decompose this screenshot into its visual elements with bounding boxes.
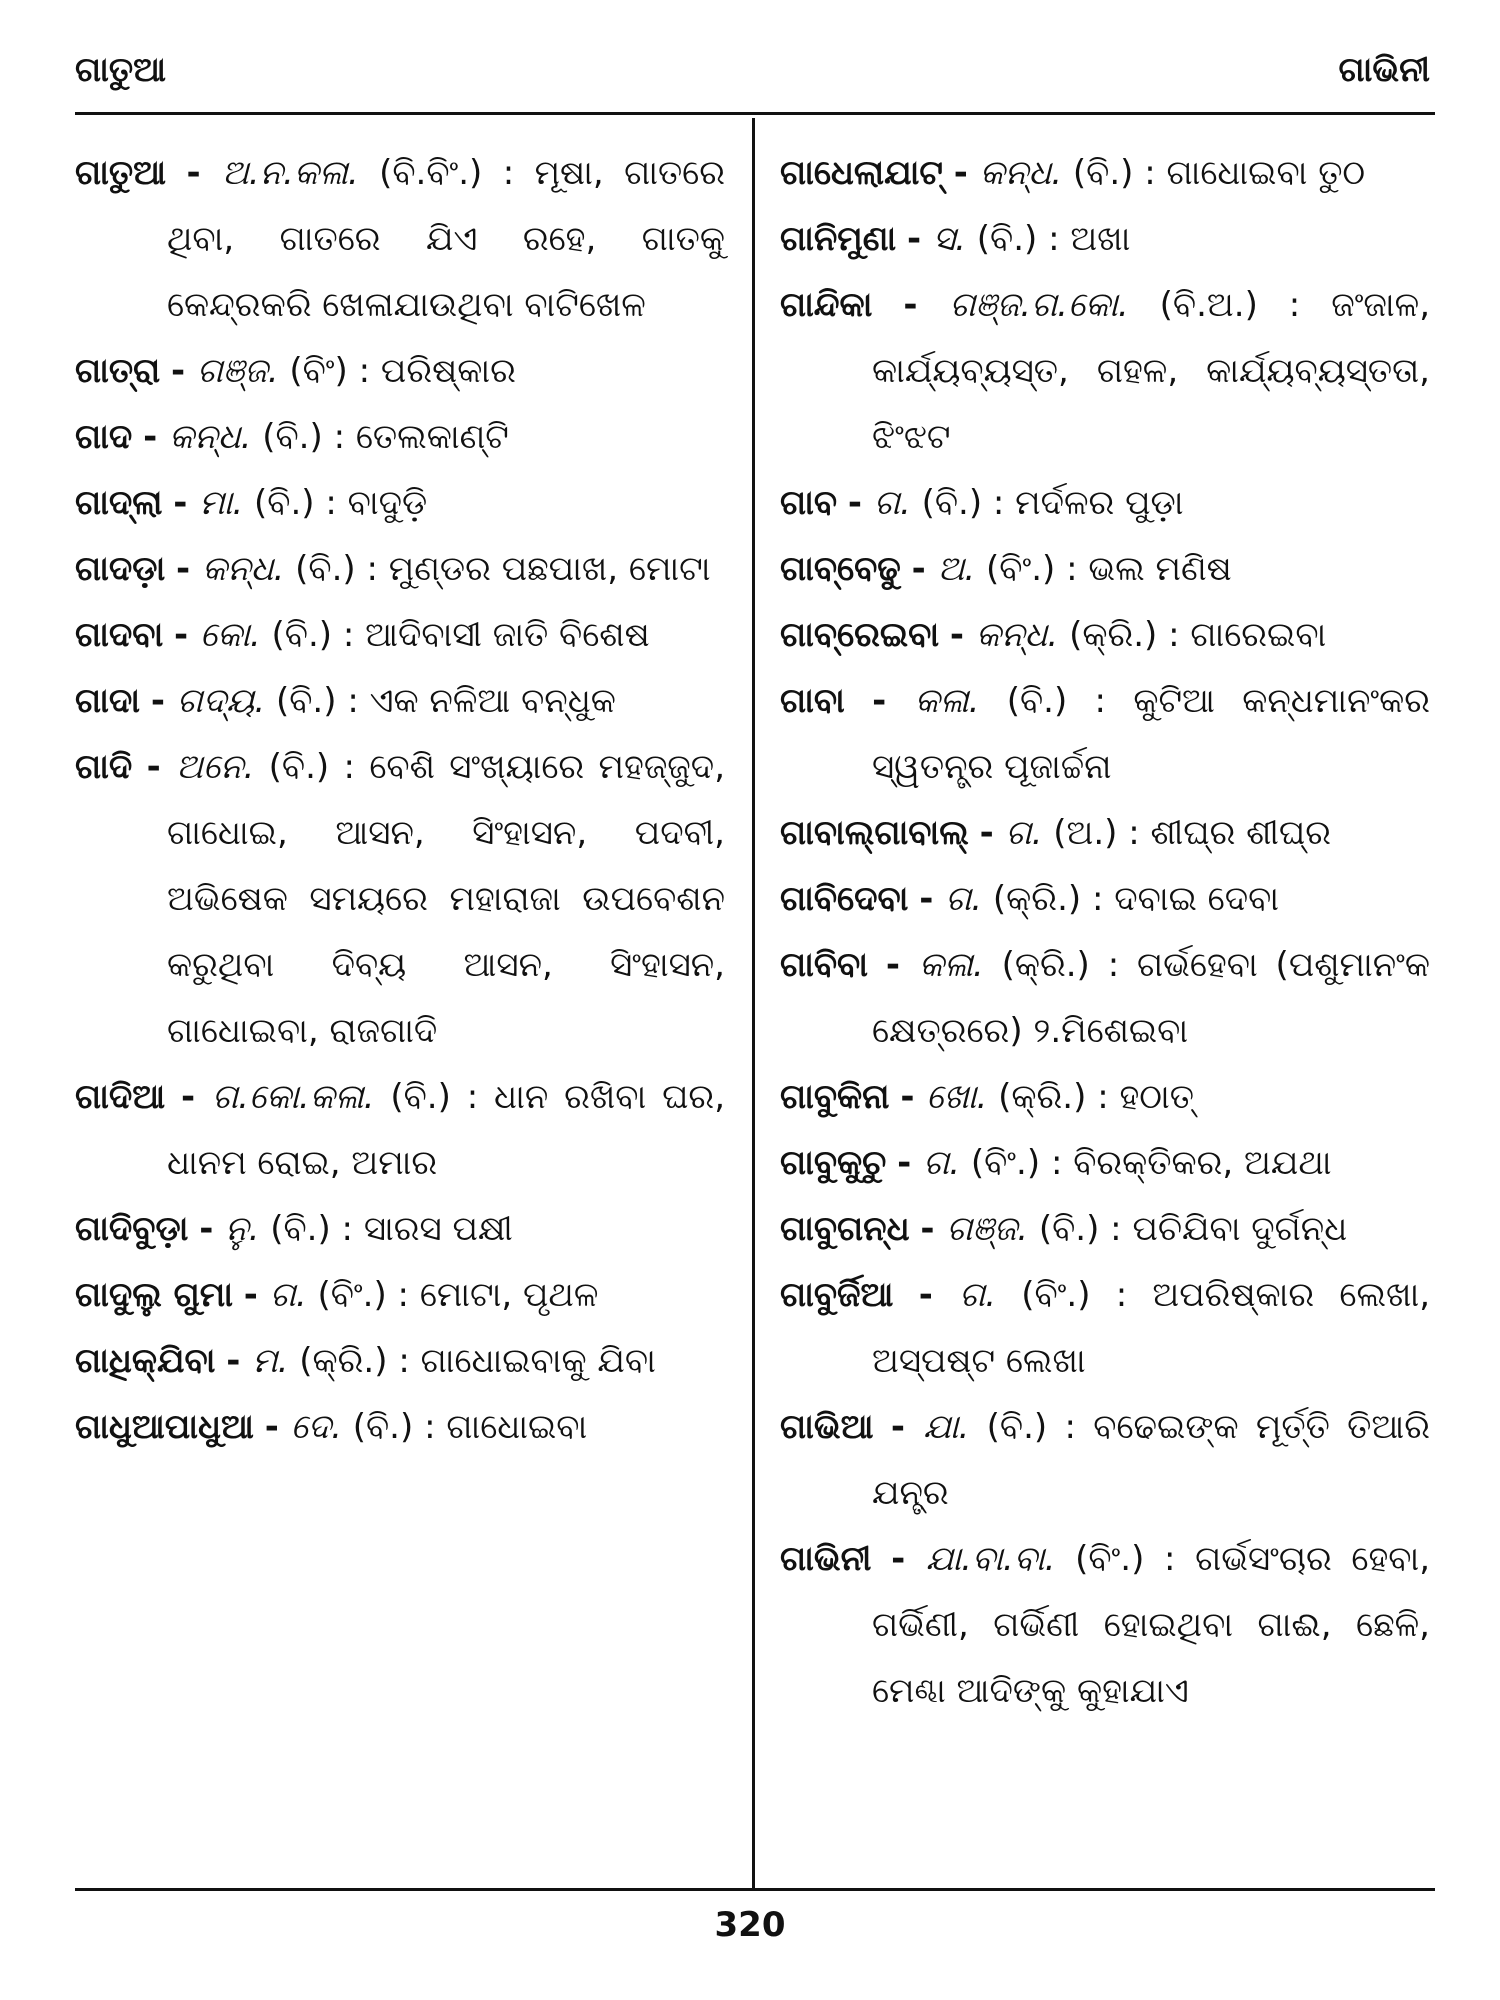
- source-abbreviation: କନ୍ଧ.: [975, 615, 1059, 655]
- definition: ପଚିଯିବା ଦୁର୍ଗନ୍ଧ: [1132, 1209, 1348, 1249]
- source-abbreviation: ଗଞ୍ଜ.: [196, 351, 279, 391]
- grammar-label: (ବିଂ.): [317, 1275, 387, 1315]
- definition: ଗାଧୋଇବାକୁ ଯିବା: [420, 1341, 656, 1381]
- definition: ଧାନ ରଖିବା ଘର, ଧାନମ ରୋଇ, ଅମାର: [167, 1077, 726, 1183]
- entry-dash: -: [226, 1341, 253, 1381]
- headword: ଗାବ୍‌ରେଇବା: [780, 615, 940, 655]
- entry-dash: -: [891, 1539, 926, 1579]
- dictionary-entry: [780, 800, 1430, 866]
- entry-dash: -: [174, 615, 200, 655]
- grammar-label: (ବି.): [1006, 681, 1068, 721]
- grammar-label: (ବି.): [275, 681, 337, 721]
- entry-dash: -: [949, 615, 976, 655]
- headword: ଗାବିଦେବା: [780, 879, 909, 919]
- entry-dash: -: [176, 549, 202, 589]
- source-abbreviation: ଗଞ୍ଜ.: [946, 1209, 1029, 1249]
- footer-rule: [75, 1888, 1435, 1891]
- source-abbreviation: ଅନେ.: [176, 747, 255, 787]
- grammar-label: (ବି.): [352, 1407, 414, 1447]
- grammar-label: (ବି.): [270, 1209, 331, 1249]
- source-abbreviation: ଗ.: [269, 1275, 307, 1315]
- definition: ବାଦୁଡ଼ି: [347, 483, 428, 523]
- definition: ଅପରିଷ୍କାର ଲେଖା, ଅସ୍ପଷ୍ଟ ଲେଖା: [872, 1275, 1431, 1381]
- dictionary-entry: [780, 1394, 1430, 1526]
- source-abbreviation: କନ୍ଧ.: [169, 417, 252, 457]
- dictionary-entry: [780, 1526, 1430, 1724]
- entry-dash: -: [143, 417, 170, 457]
- headword: ଗାଦବା: [75, 615, 164, 655]
- headword: ଗାଦିଆ: [75, 1077, 166, 1117]
- dictionary-entry: [75, 668, 725, 734]
- dictionary-entry: [75, 404, 725, 470]
- dictionary-entry: [780, 668, 1430, 800]
- grammar-label: (ବି.): [1072, 153, 1134, 193]
- definition: ଅଖା: [1070, 219, 1131, 259]
- header-rule: [75, 112, 1435, 115]
- dictionary-entry: [780, 272, 1430, 470]
- source-abbreviation: ଦେ.: [290, 1407, 342, 1447]
- grammar-label: (ବି.): [986, 1407, 1048, 1447]
- grammar-label: (ବି.ଅ.): [1159, 285, 1258, 325]
- headword: ଗାଭିନୀ: [780, 1539, 872, 1579]
- headword: ଗାବୁକିନା: [780, 1077, 890, 1117]
- dictionary-entry: [75, 338, 725, 404]
- headword: ଗାନିମୁଣା: [780, 219, 897, 259]
- headword: ଗାଦା: [75, 681, 141, 721]
- definition: ମୋଟା, ପୃଥଳ: [419, 1275, 599, 1315]
- dictionary-entry: [780, 536, 1430, 602]
- source-abbreviation: ଗଦ୍ୟ.: [176, 681, 266, 721]
- definition: କୁଟିଆ କନ୍ଧମାନଂକର ସ୍ୱତନ୍ତ୍ର ପୂଜାର୍ଚ୍ଚନା: [872, 681, 1431, 787]
- definition-colon: :: [343, 747, 370, 787]
- definition: ଜଂଜାଳ, କାର୍ଯ୍ୟବ୍ୟସ୍ତ, ଗହଳ, କାର୍ଯ୍ୟବ୍ୟସ୍ତତା, ଝିଂଝଟ: [872, 285, 1431, 457]
- definition: ବେଶି ସଂଖ୍ୟାରେ ମହଜ୍ଜୁଦ, ଗାଧୋଇ, ଆସନ, ସିଂହାସନ, ପଦବୀ, ଅଭିଷେକ ସମୟରେ ମହାରାଜା ଉପବେଶନ କରୁଥିବା ଦିବ୍ୟ ଆସନ, ସିଂହାସନ, ଗାଧୋଇବା, ରାଜଗାଦି: [167, 747, 726, 1051]
- source-abbreviation: ଗ.: [959, 1275, 996, 1315]
- headword: ଗାଦ୍‌ଲା: [75, 483, 163, 523]
- page-number: 320: [714, 1905, 786, 1945]
- definition-colon: :: [358, 351, 381, 391]
- dictionary-entry: [75, 1394, 725, 1460]
- headword: ଗାଦୁଲୁ ଗୁମା: [75, 1275, 233, 1315]
- source-abbreviation: ଅ.: [937, 549, 976, 589]
- definition-colon: :: [1288, 285, 1332, 325]
- dictionary-entry: [780, 470, 1430, 536]
- dictionary-entry: [75, 536, 725, 602]
- definition-colon: :: [1048, 219, 1071, 259]
- source-abbreviation: ଗ.: [873, 483, 911, 523]
- source-abbreviation: ଗ.: [945, 879, 983, 919]
- headword: ଗାଦି: [75, 747, 133, 787]
- definition-colon: :: [1097, 1077, 1120, 1117]
- source-abbreviation: ଗ.କୋ.କଳା.: [212, 1077, 375, 1117]
- entry-dash: -: [918, 1275, 960, 1315]
- grammar-label: (ବି.): [268, 747, 330, 787]
- definition-colon: :: [341, 1209, 364, 1249]
- entry-dash: -: [920, 1209, 947, 1249]
- definition-colon: :: [1107, 945, 1138, 985]
- grammar-label: (ବି.): [921, 483, 983, 523]
- definition: ସାରସ ପକ୍ଷୀ: [363, 1209, 513, 1249]
- definition: ଶୀଘ୍ର ଶୀଘ୍ର: [1150, 813, 1331, 853]
- definition-colon: :: [1050, 1143, 1074, 1183]
- entry-dash: -: [173, 483, 200, 523]
- source-abbreviation: ଯା.: [923, 1407, 970, 1447]
- headword: ଗାବାଲ୍‌ଗାବାଲ୍: [780, 813, 969, 853]
- entry-dash: -: [150, 681, 177, 721]
- entry-dash: -: [919, 879, 946, 919]
- headword: ଗାଦଡ଼ା: [75, 549, 166, 589]
- headword: ଗାଦ: [75, 417, 133, 457]
- entry-dash: -: [170, 351, 197, 391]
- definition-colon: :: [1144, 153, 1167, 193]
- definition: ଗାଧୋଇବା ତୁଠ: [1166, 153, 1366, 193]
- guide-word-right: ଗାଭିନୀ: [1338, 50, 1430, 90]
- definition-colon: :: [1066, 549, 1089, 589]
- definition-colon: :: [1110, 1209, 1133, 1249]
- entry-dash: -: [900, 1077, 927, 1117]
- dictionary-entry: [780, 932, 1430, 1064]
- definition: ଦବାଇ ଦେବା: [1114, 879, 1280, 919]
- entry-dash: -: [186, 153, 222, 193]
- dictionary-entry: [780, 602, 1430, 668]
- source-abbreviation: କନ୍ଧ.: [201, 549, 285, 589]
- definition-colon: :: [1115, 1275, 1153, 1315]
- definition-colon: :: [397, 1275, 420, 1315]
- dictionary-entry: [780, 1064, 1430, 1130]
- grammar-label: (ବି.): [271, 615, 333, 655]
- grammar-label: (ବିଂ.): [1021, 1275, 1091, 1315]
- definition-colon: :: [1168, 615, 1191, 655]
- definition-colon: :: [1164, 1539, 1196, 1579]
- definition-colon: :: [1064, 1407, 1094, 1447]
- definition: ଏକ ନଳିଆ ବନ୍ଧୁକ: [369, 681, 616, 721]
- headword: ଗାବିବା: [780, 945, 868, 985]
- headword: ଗାଧିକ୍‌ଯିବା: [75, 1341, 216, 1381]
- grammar-label: (କ୍ରି.): [299, 1341, 388, 1381]
- definition: ମୂଷା, ଗାତରେ ଥିବା, ଗାତରେ ଯିଏ ରହେ, ଗାତକୁ କେନ୍ଦ୍ରକରି ଖେଳାଯାଉଥିବା ବାଟିଖେଳ: [167, 153, 725, 325]
- dictionary-entry: [780, 140, 1430, 206]
- headword: ଗାଧୁଆପାଧୁଆ: [75, 1407, 254, 1447]
- dictionary-entry: [780, 1262, 1430, 1394]
- source-abbreviation: ଅ.ନ.କଳା.: [221, 153, 359, 193]
- entry-dash: -: [953, 153, 980, 193]
- definition-colon: :: [1091, 879, 1115, 919]
- definition-colon: :: [1094, 681, 1134, 721]
- source-abbreviation: ଖୋ.: [926, 1077, 988, 1117]
- left-column: [75, 140, 725, 1460]
- grammar-label: (ଅ.): [1053, 813, 1118, 853]
- definition-colon: :: [366, 549, 389, 589]
- entry-dash: -: [199, 1209, 226, 1249]
- dictionary-entry: [75, 1328, 725, 1394]
- grammar-label: (ବିଂ): [289, 351, 348, 391]
- headword: ଗାତୁଆ: [75, 153, 167, 193]
- grammar-label: (ବି.): [390, 1077, 451, 1117]
- definition-colon: :: [1128, 813, 1151, 853]
- entry-dash: -: [264, 1407, 291, 1447]
- grammar-label: (କ୍ରି.): [1069, 615, 1158, 655]
- headword: ଗାନ୍ଦିକା: [780, 285, 873, 325]
- entry-dash: -: [872, 681, 915, 721]
- definition: ଗାଧୋଇବା: [446, 1407, 588, 1447]
- grammar-label: (କ୍ରି.): [998, 1077, 1087, 1117]
- definition-colon: :: [424, 1407, 447, 1447]
- definition: ଭଲ ମଣିଷ: [1088, 549, 1232, 589]
- source-abbreviation: ଗ.: [1005, 813, 1043, 853]
- entry-dash: -: [890, 1407, 924, 1447]
- entry-dash: -: [911, 549, 938, 589]
- definition-colon: :: [333, 417, 356, 457]
- headword: ଗାବ: [780, 483, 838, 523]
- grammar-label: (ବି.): [976, 219, 1038, 259]
- dictionary-entry: [780, 1196, 1430, 1262]
- dictionary-entry: [75, 470, 725, 536]
- source-abbreviation: କୋ.: [199, 615, 261, 655]
- definition-colon: :: [398, 1341, 421, 1381]
- source-abbreviation: ମ.: [252, 1341, 289, 1381]
- grammar-label: (ବି.): [295, 549, 356, 589]
- entry-dash: -: [885, 945, 919, 985]
- source-abbreviation: ଯା.ବା.ବା.: [925, 1539, 1056, 1579]
- definition: ଗାରେଇବା: [1190, 615, 1327, 655]
- grammar-label: (ବି.): [1038, 1209, 1100, 1249]
- source-abbreviation: କଳା.: [914, 681, 980, 721]
- headword: ଗାଦିବୁଡ଼ା: [75, 1209, 189, 1249]
- headword: ଗାଧେଲାଯାଟ୍: [780, 153, 943, 193]
- headword: ଗାବ୍‌ବେଢୁ: [780, 549, 901, 589]
- definition-colon: :: [502, 153, 535, 193]
- definition: ମର୍ଦଳର ପୁଡ଼ା: [1015, 483, 1184, 523]
- grammar-label: (ବି.): [254, 483, 315, 523]
- grammar-label: (ବିଂ.): [1075, 1539, 1145, 1579]
- source-abbreviation: ନୁ.: [225, 1209, 260, 1249]
- definition: ମୁଣ୍ଡର ପଛପାଖ, ମୋଟା: [388, 549, 711, 589]
- dictionary-entry: [75, 1064, 725, 1196]
- definition-colon: :: [466, 1077, 495, 1117]
- definition: ଗର୍ଭସଂଚାର ହେବା, ଗର୍ଭିଣୀ, ଗର୍ଭିଣୀ ହୋଇଥିବା ଗାଈ, ଛେଳି, ମେଣ୍ଢା ଆଦିଙ୍କୁ କୁହାଯାଏ: [872, 1539, 1431, 1711]
- source-abbreviation: ସ.: [932, 219, 966, 259]
- definition: ପରିଷ୍କାର: [380, 351, 516, 391]
- dictionary-entry: [75, 1262, 725, 1328]
- source-abbreviation: କଳା.: [918, 945, 984, 985]
- dictionary-entry: [75, 602, 725, 668]
- entry-dash: -: [847, 483, 874, 523]
- guide-word-left: ଗାତୁଆ: [75, 50, 167, 90]
- entry-dash: -: [903, 285, 950, 325]
- dictionary-entry: [75, 140, 725, 338]
- grammar-label: (ବିଂ.): [970, 1143, 1041, 1183]
- dictionary-entry: [75, 1196, 725, 1262]
- definition: ହଠାତ୍: [1119, 1077, 1194, 1117]
- source-abbreviation: କନ୍ଧ.: [979, 153, 1063, 193]
- entry-dash: -: [897, 1143, 924, 1183]
- grammar-label: (ବି.ବିଂ.): [379, 153, 483, 193]
- definition-colon: :: [342, 615, 366, 655]
- grammar-label: (ବିଂ.): [986, 549, 1056, 589]
- definition: ଗର୍ଭହେବା (ପଶୁମାନଂକ କ୍ଷେତ୍ରରେ) ୨.ମିଶେଇବା: [872, 945, 1431, 1051]
- source-abbreviation: ମା.: [199, 483, 244, 523]
- grammar-label: (କ୍ରି.): [1001, 945, 1090, 985]
- headword: ଗାବୁଗନ୍ଧ: [780, 1209, 910, 1249]
- definition-colon: :: [992, 483, 1016, 523]
- headword: ଗାବୁକୁଚୁ: [780, 1143, 887, 1183]
- definition: ଆଦିବାସୀ ଜାତି ବିଶେଷ: [365, 615, 650, 655]
- entry-dash: -: [243, 1275, 270, 1315]
- dictionary-entry: [780, 866, 1430, 932]
- entry-dash: -: [146, 747, 177, 787]
- entry-dash: -: [181, 1077, 213, 1117]
- definition: ତେଲକାଣ୍ଟି: [355, 417, 509, 457]
- dictionary-entry: [780, 1130, 1430, 1196]
- headword: ଗାଭିଆ: [780, 1407, 874, 1447]
- grammar-label: (କ୍ରି.): [992, 879, 1082, 919]
- grammar-label: (ବି.): [262, 417, 323, 457]
- definition: ବିରକ୍ତିକର, ଅଯଥା: [1073, 1143, 1332, 1183]
- dictionary-entry: [75, 734, 725, 1064]
- source-abbreviation: ଗଞ୍ଜ.ଗ.କୋ.: [949, 285, 1129, 325]
- headword: ଗାବୁର୍ଜିଆ: [780, 1275, 894, 1315]
- definition-colon: :: [325, 483, 348, 523]
- entry-dash: -: [907, 219, 933, 259]
- definition-colon: :: [347, 681, 370, 721]
- right-column: [780, 140, 1430, 1724]
- dictionary-entry: [780, 206, 1430, 272]
- column-divider: [752, 118, 755, 1888]
- entry-dash: -: [979, 813, 1006, 853]
- source-abbreviation: ଗ.: [923, 1143, 961, 1183]
- headword: ଗାବା: [780, 681, 845, 721]
- definition: ବଢେଇଙ୍କ ମୂର୍ତ୍ତି ତିଆରି ଯନ୍ତ୍ର: [872, 1407, 1431, 1513]
- headword: ଗାତ୍ରା: [75, 351, 161, 391]
